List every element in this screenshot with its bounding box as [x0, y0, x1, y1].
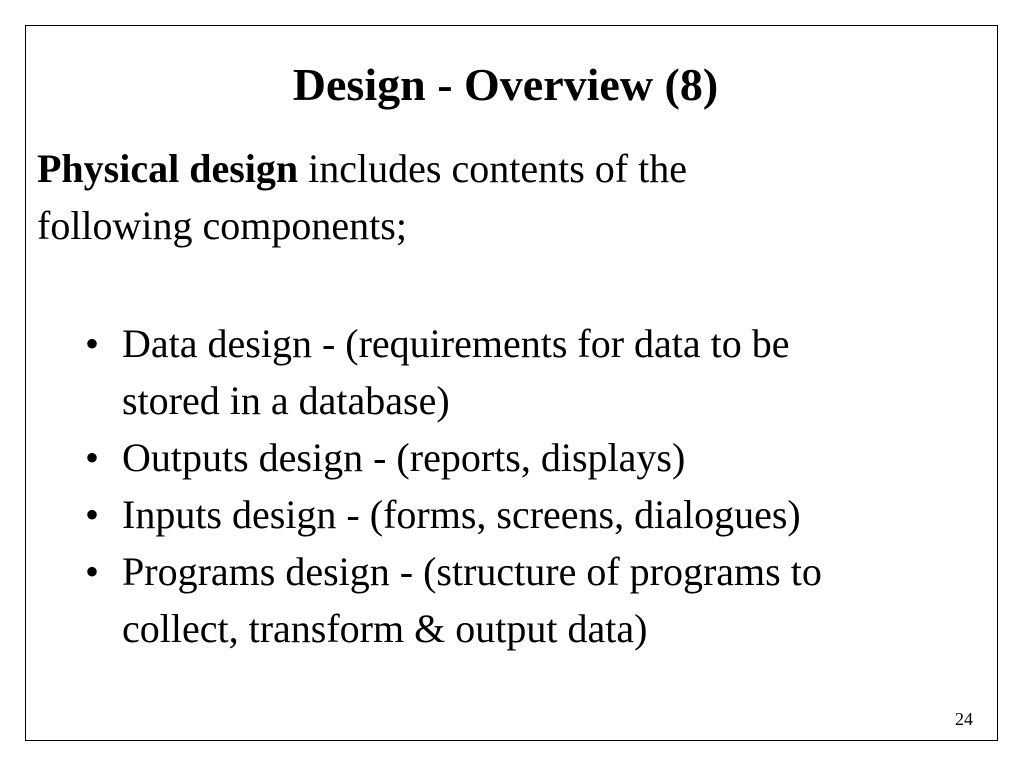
intro-text-line2: following components; — [37, 203, 407, 248]
bullet-icon: • — [85, 492, 100, 537]
bullet-icon: • — [85, 549, 100, 594]
bullet-text-continued: stored in a database) — [122, 378, 450, 423]
intro-paragraph — [37, 140, 937, 254]
intro-text: includes contents of the — [298, 146, 687, 191]
bullet-icon: • — [85, 321, 100, 366]
bullet-text-continued: collect, transform & output data) — [122, 606, 648, 651]
bullet-text: Programs design - (structure of programs to — [122, 549, 822, 594]
bullet-item-inputs-design — [85, 486, 985, 543]
bullet-icon: • — [85, 435, 100, 480]
bullet-list — [85, 315, 985, 657]
bullet-item-outputs-design — [85, 429, 985, 486]
bullet-text: Data design - (requirements for data to be — [122, 321, 790, 366]
bullet-item-data-design — [85, 315, 985, 429]
bullet-item-programs-design — [85, 543, 985, 657]
page-number: 24 — [955, 709, 973, 729]
bullet-text: Inputs design - (forms, screens, dialogues) — [122, 492, 801, 537]
intro-bold-term: Physical design — [37, 146, 299, 191]
bullet-text: Outputs design - (reports, displays) — [122, 435, 686, 480]
slide-title: Design - Overview (8) — [292, 59, 719, 110]
